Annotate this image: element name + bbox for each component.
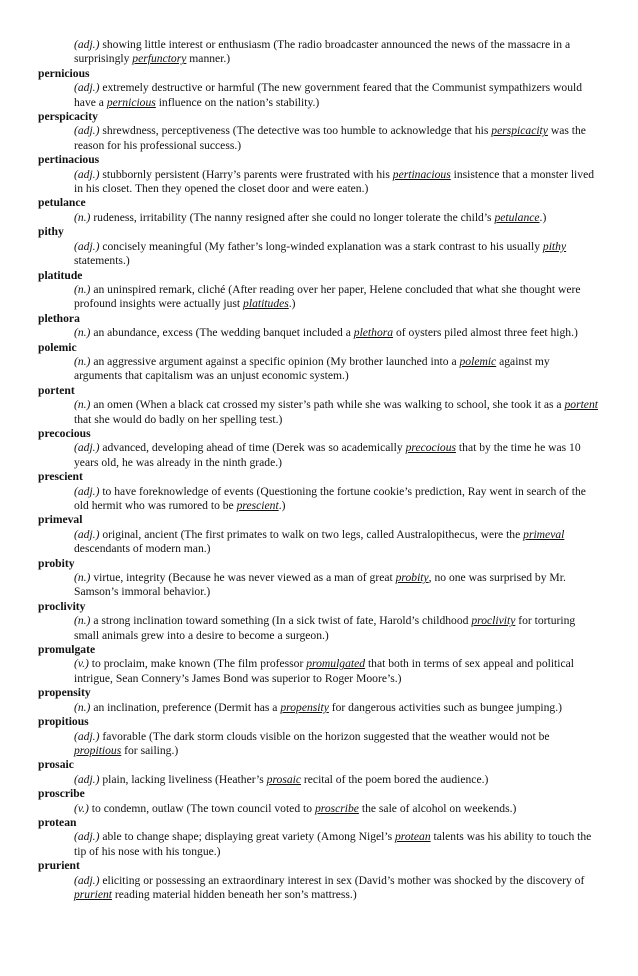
vocab-word: pertinacious bbox=[38, 153, 100, 167]
example-word: precocious bbox=[405, 441, 457, 455]
part-of-speech: (adj.) bbox=[74, 167, 100, 181]
definition-text-end: of oysters piled almost three feet high.) bbox=[393, 326, 578, 340]
part-of-speech: (adj.) bbox=[74, 81, 100, 95]
example-word: probity bbox=[395, 571, 429, 585]
vocab-word: probity bbox=[38, 556, 75, 570]
definition-text: original, ancient (The first primates to walk on two legs, called Australopithecus, were the bbox=[99, 527, 524, 541]
part-of-speech: (adj.) bbox=[74, 239, 100, 253]
vocab-definition bbox=[38, 240, 598, 269]
definition-text: concisely meaningful (My father’s long-winded explanation was a stark contrast to his usually bbox=[99, 239, 543, 253]
vocab-entry bbox=[38, 38, 598, 67]
definition-text-end: manner.) bbox=[186, 52, 231, 66]
vocab-word: pernicious bbox=[38, 66, 90, 80]
vocab-entry bbox=[38, 686, 598, 715]
part-of-speech: (n.) bbox=[74, 700, 91, 714]
example-word: propensity bbox=[280, 700, 329, 714]
example-word: prescient bbox=[236, 499, 279, 512]
part-of-speech: (adj.) bbox=[74, 441, 100, 455]
vocab-definition bbox=[38, 441, 598, 470]
definition-text-end: for torturing small animals grew into a desire to become a surgeon.) bbox=[74, 614, 576, 642]
vocab-word: proclivity bbox=[38, 599, 86, 613]
part-of-speech: (adj.) bbox=[74, 484, 100, 498]
vocab-word: platitude bbox=[38, 268, 83, 282]
example-word: primeval bbox=[523, 527, 565, 541]
part-of-speech: (n.) bbox=[74, 326, 91, 340]
vocab-entry bbox=[38, 110, 598, 153]
vocab-definition bbox=[38, 773, 598, 787]
vocab-entry bbox=[38, 557, 598, 600]
definition-text: able to change shape; displaying great variety (Among Nigel’s bbox=[99, 830, 395, 844]
vocab-word: pithy bbox=[38, 225, 64, 239]
vocab-definition bbox=[38, 485, 598, 514]
part-of-speech: (v.) bbox=[74, 801, 89, 815]
vocab-word: primeval bbox=[38, 513, 83, 527]
definition-text: plain, lacking liveliness (Heather’s bbox=[99, 772, 267, 786]
part-of-speech: (n.) bbox=[74, 210, 91, 224]
vocab-definition bbox=[38, 283, 598, 312]
vocab-word: polemic bbox=[38, 340, 77, 354]
example-word: perspicacity bbox=[491, 124, 548, 138]
vocab-entry bbox=[38, 341, 598, 384]
definition-text-end: for sailing.) bbox=[121, 743, 179, 757]
vocab-definition bbox=[38, 211, 598, 225]
definition-text: to condemn, outlaw (The town council voted to bbox=[88, 801, 315, 815]
vocab-entry bbox=[38, 787, 598, 816]
definition-text-end: that by the time he was 10 years old, he was already in the ninth grade.) bbox=[74, 441, 581, 469]
definition-text-end: recital of the poem bored the audience.) bbox=[301, 772, 489, 786]
vocab-word: perspicacity bbox=[38, 110, 98, 124]
vocab-definition bbox=[38, 326, 598, 340]
vocab-entry bbox=[38, 643, 598, 686]
definition-text: an omen (When a black cat crossed my sister’s path while she was walking to school, she took it as a bbox=[90, 398, 565, 412]
part-of-speech: (n.) bbox=[74, 282, 91, 296]
example-word: portent bbox=[564, 398, 598, 412]
vocab-definition bbox=[38, 571, 598, 600]
definition-text-end: .) bbox=[539, 210, 547, 224]
vocab-word: proscribe bbox=[38, 787, 85, 801]
part-of-speech: (adj.) bbox=[74, 772, 100, 786]
definition-text: a strong inclination toward something (In a sick twist of fate, Harold’s childhood bbox=[90, 614, 472, 628]
definition-text: showing little interest or enthusiasm (The radio broadcaster announced the news of the massacre in a surprisingly bbox=[74, 38, 571, 66]
example-word: prosaic bbox=[266, 772, 302, 786]
vocab-entry bbox=[38, 816, 598, 859]
vocab-word: prurient bbox=[38, 859, 80, 873]
vocab-word: precocious bbox=[38, 426, 91, 440]
vocab-definition bbox=[38, 528, 598, 557]
vocab-entry bbox=[38, 758, 598, 787]
vocab-definition bbox=[38, 81, 598, 110]
definition-text: favorable (The dark storm clouds visible on the horizon suggested that the weather would not be bbox=[99, 729, 550, 743]
vocab-word: prosaic bbox=[38, 758, 74, 772]
vocab-definition bbox=[38, 874, 598, 903]
vocab-definition bbox=[38, 124, 598, 153]
vocab-definition bbox=[38, 355, 598, 384]
example-word: prurient bbox=[74, 887, 113, 901]
vocab-entry bbox=[38, 470, 598, 513]
example-word: petulance bbox=[494, 210, 540, 224]
part-of-speech: (adj.) bbox=[74, 527, 100, 541]
vocab-definition bbox=[38, 657, 598, 686]
definition-text: eliciting or possessing an extraordinary interest in sex (David’s mother was shocked by the discovery of bbox=[99, 873, 585, 887]
definition-text: stubbornly persistent (Harry’s parents were frustrated with his bbox=[99, 167, 393, 181]
part-of-speech: (n.) bbox=[74, 614, 91, 628]
vocab-entry bbox=[38, 225, 598, 268]
vocab-entry bbox=[38, 312, 598, 341]
definition-text-end: against my arguments that capitalism was an unjust economic system.) bbox=[74, 354, 550, 383]
vocab-definition bbox=[38, 701, 598, 715]
definition-text-end: was the reason for his professional success.) bbox=[74, 124, 586, 152]
definition-text: an uninspired remark, cliché (After reading over her paper, Helene concluded that what she thought were profound insights were actually just bbox=[74, 282, 581, 311]
definition-text: an aggressive argument against a specific opinion (My brother launched into a bbox=[90, 354, 460, 368]
example-word: perfunctory bbox=[132, 52, 187, 66]
part-of-speech: (adj.) bbox=[74, 124, 100, 138]
vocab-definition bbox=[38, 830, 598, 859]
example-word: propitious bbox=[74, 743, 122, 757]
part-of-speech: (n.) bbox=[74, 354, 91, 368]
definition-text-end: .) bbox=[288, 297, 296, 311]
vocab-entry bbox=[38, 269, 598, 312]
vocab-definition bbox=[38, 398, 598, 427]
vocab-word: propensity bbox=[38, 686, 91, 700]
definition-text-end: talents was his ability to touch the tip of his nose with his tongue.) bbox=[74, 830, 592, 858]
definition-text: an abundance, excess (The wedding banquet included a bbox=[90, 326, 354, 340]
part-of-speech: (adj.) bbox=[74, 729, 100, 743]
definition-text: to proclaim, make known (The film professor bbox=[88, 657, 307, 671]
vocab-word: plethora bbox=[38, 311, 80, 325]
part-of-speech: (adj.) bbox=[74, 873, 100, 887]
definition-text: to have foreknowledge of events (Questioning the fortune cookie’s prediction, Ray went in search of the old hermit who was rumored to be bbox=[74, 484, 586, 512]
vocab-entry bbox=[38, 513, 598, 556]
vocab-entry bbox=[38, 196, 598, 225]
example-word: pithy bbox=[542, 239, 567, 253]
vocab-entry bbox=[38, 715, 598, 758]
vocab-definition bbox=[38, 802, 598, 816]
vocab-entry bbox=[38, 859, 598, 902]
part-of-speech: (n.) bbox=[74, 571, 91, 585]
definition-text-end: statements.) bbox=[74, 254, 130, 268]
vocab-entry bbox=[38, 600, 598, 643]
example-word: polemic bbox=[459, 354, 497, 368]
vocab-entry bbox=[38, 67, 598, 110]
definition-text-end: that both in terms of sex appeal and political intrigue, Sean Connery’s James Bond was superior to Roger Moore’s.) bbox=[74, 657, 575, 685]
vocab-definition bbox=[38, 168, 598, 197]
part-of-speech: (n.) bbox=[74, 398, 91, 412]
definition-text-end: for dangerous activities such as bungee jumping.) bbox=[328, 700, 562, 714]
vocab-word: petulance bbox=[38, 196, 86, 210]
example-word: proclivity bbox=[471, 614, 516, 628]
example-word: protean bbox=[395, 830, 431, 844]
vocab-entry bbox=[38, 153, 598, 196]
vocab-entry bbox=[38, 384, 598, 427]
vocab-definition bbox=[38, 730, 598, 759]
vocab-definition bbox=[38, 614, 598, 643]
example-word: proscribe bbox=[314, 801, 359, 815]
example-word: promulgated bbox=[306, 657, 366, 671]
part-of-speech: (adj.) bbox=[74, 38, 100, 51]
definition-text-end: , no one was surprised by Mr. Samson’s immoral behavior.) bbox=[74, 571, 566, 599]
definition-text-end: that she would do badly on her spelling test.) bbox=[74, 412, 283, 426]
vocab-word: promulgate bbox=[38, 643, 96, 657]
vocab-entry bbox=[38, 427, 598, 470]
definition-text-end: influence on the nation’s stability.) bbox=[155, 95, 320, 109]
vocab-word: prescient bbox=[38, 470, 83, 484]
definition-text-end: the sale of alcohol on weekends.) bbox=[358, 801, 517, 815]
vocab-definition bbox=[38, 38, 598, 67]
example-word: platitudes bbox=[243, 297, 289, 311]
definition-text: an inclination, preference (Dermit has a bbox=[90, 700, 281, 714]
definition-text-end: descendants of modern man.) bbox=[74, 542, 211, 556]
vocabulary-list bbox=[38, 38, 598, 902]
part-of-speech: (v.) bbox=[74, 657, 89, 671]
definition-text-end: insistence that a monster lived in his closet. Then they opened the closet door and were eaten.) bbox=[74, 167, 595, 196]
part-of-speech: (adj.) bbox=[74, 830, 100, 844]
definition-text: advanced, developing ahead of time (Derek was so academically bbox=[99, 441, 406, 455]
example-word: pernicious bbox=[106, 95, 156, 109]
definition-text: rudeness, irritability (The nanny resigned after she could no longer tolerate the child’s bbox=[90, 210, 495, 224]
example-word: plethora bbox=[353, 326, 394, 340]
definition-text: extremely destructive or harmful (The new government feared that the Communist sympathizers would have a bbox=[74, 81, 583, 109]
definition-text: shrewdness, perceptiveness (The detective was too humble to acknowledge that his bbox=[99, 124, 492, 138]
example-word: pertinacious bbox=[392, 167, 451, 181]
definition-text-end: reading material hidden beneath her son’s mattress.) bbox=[112, 887, 357, 901]
definition-text: virtue, integrity (Because he was never viewed as a man of great bbox=[90, 571, 396, 585]
vocab-word: portent bbox=[38, 383, 75, 397]
vocab-word: propitious bbox=[38, 715, 89, 729]
vocab-word: protean bbox=[38, 815, 77, 829]
definition-text-end: .) bbox=[278, 499, 286, 512]
